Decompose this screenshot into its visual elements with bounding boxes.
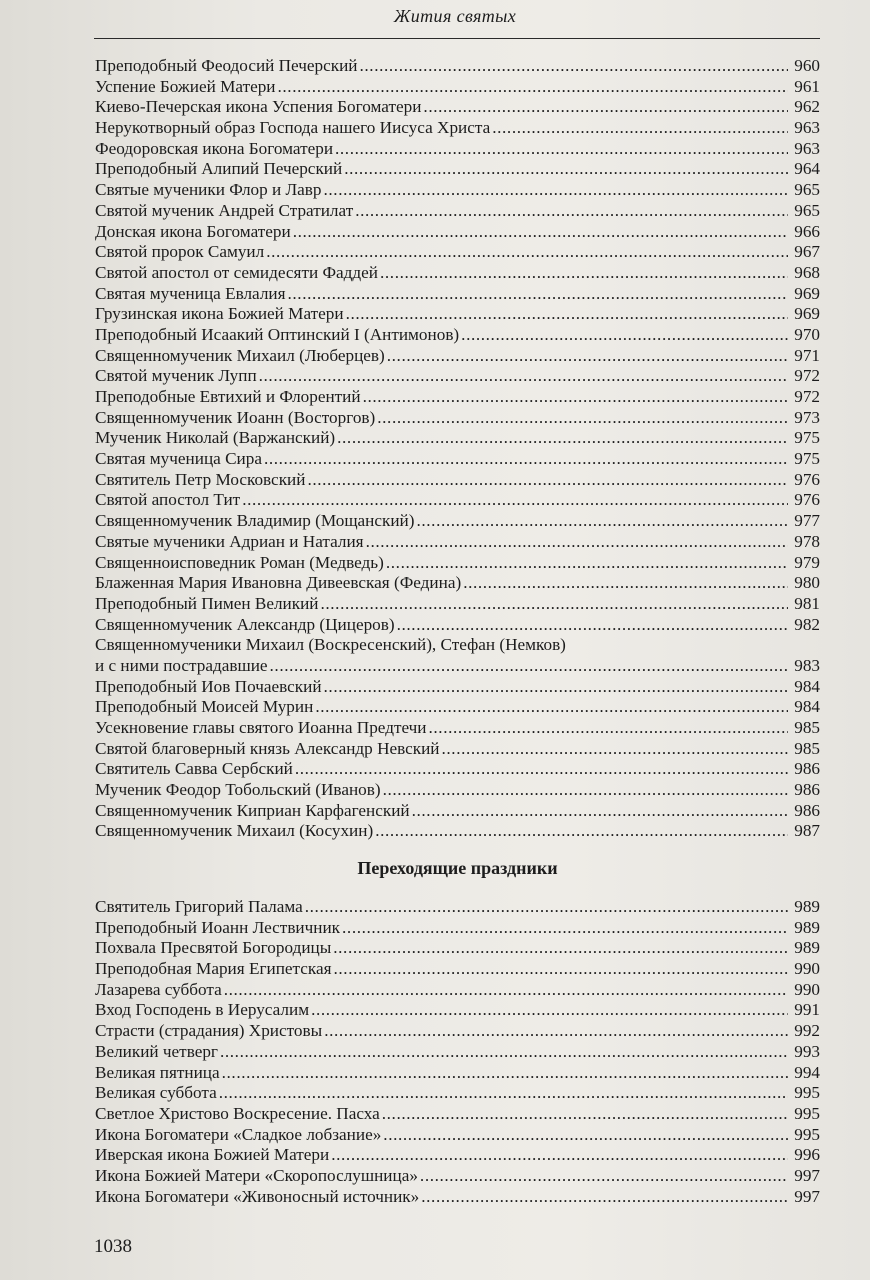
leader-dots <box>219 1083 788 1104</box>
leader-dots <box>442 739 789 760</box>
toc-entry-title: Усекновение главы святого Иоанна Предтечи <box>95 718 427 737</box>
leader-dots <box>311 1000 788 1021</box>
leader-dots <box>324 1021 788 1042</box>
toc-entry-title: Грузинская икона Божией Матери <box>95 304 344 324</box>
toc-entry-page: 990 <box>794 959 820 979</box>
leader-dots <box>333 938 788 959</box>
toc-entry <box>95 615 820 636</box>
leader-dots <box>420 1166 788 1187</box>
toc-entry <box>95 304 820 325</box>
toc-entry <box>95 56 820 77</box>
toc-entry <box>95 511 820 532</box>
toc-entry-page: 994 <box>794 1062 820 1082</box>
toc-entry-title: Преподобный Иов Почаевский <box>95 676 322 696</box>
toc-entry-title: Преподобные Евтихий и Флорентий <box>95 387 361 406</box>
toc-entry <box>95 201 820 222</box>
leader-dots <box>264 449 788 470</box>
toc-entry <box>95 918 820 939</box>
leader-dots <box>331 1145 788 1166</box>
toc-entry-title: и с ними пострадавшие <box>95 655 268 675</box>
leader-dots <box>222 1063 788 1084</box>
toc-entry-title: Преподобный Пимен Великий <box>95 593 319 613</box>
toc-entry <box>95 801 820 822</box>
toc-entry <box>95 242 820 263</box>
toc-entry-page: 997 <box>794 1186 820 1206</box>
toc-entry <box>95 77 820 98</box>
toc-entry-page: 986 <box>794 800 820 820</box>
toc-entry <box>95 284 820 305</box>
toc-entry-page: 992 <box>794 1021 820 1041</box>
toc-entry-page: 979 <box>794 552 820 572</box>
toc-entry-page: 969 <box>794 304 820 324</box>
toc-entry <box>95 1166 820 1187</box>
toc-entry-line1 <box>95 635 820 656</box>
leader-dots <box>259 366 788 387</box>
toc-entry <box>95 594 820 615</box>
toc-entry <box>95 118 820 139</box>
toc-entry-page: 981 <box>794 593 820 613</box>
toc-entry-page: 984 <box>794 676 820 696</box>
toc-entry-title: Священномученик Владимир (Мощанский) <box>95 511 415 531</box>
toc-entry <box>95 97 820 118</box>
leader-dots <box>278 77 788 98</box>
toc-entry-page: 997 <box>794 1165 820 1185</box>
toc-entry-page: 987 <box>794 821 820 841</box>
toc-entry-page: 990 <box>794 979 820 999</box>
toc-entry-title: Преподобный Иоанн Лествичник <box>95 917 341 937</box>
leader-dots <box>382 1104 788 1125</box>
toc-entry-page: 962 <box>794 97 820 117</box>
leader-dots <box>492 118 788 139</box>
leader-dots <box>380 263 788 284</box>
toc-entry-title: Святой апостол от семидесяти Фаддей <box>95 262 378 282</box>
toc-entry <box>95 739 820 760</box>
toc-entry-title: Святые мученики Адриан и Наталия <box>95 531 364 551</box>
toc-entry <box>95 1000 820 1021</box>
leader-dots <box>463 573 788 594</box>
toc-entry-title: Святая мученица Евлалия <box>95 283 286 303</box>
toc-entry-page: 976 <box>794 490 820 510</box>
toc-entry-title: Великая пятница <box>95 1062 220 1082</box>
toc-entry-page: 975 <box>794 449 820 469</box>
toc-entry <box>95 1104 820 1125</box>
toc-entry-title: Святитель Петр Московский <box>95 469 306 489</box>
toc-entry <box>95 553 820 574</box>
toc-entry-page: 973 <box>794 407 820 427</box>
toc-entry-title: Вход Господень в Иерусалим <box>95 1000 310 1020</box>
leader-dots <box>461 325 788 346</box>
toc-entry-title: Икона Богоматери «Сладкое лобзание» <box>95 1124 382 1144</box>
header-rule <box>94 38 820 39</box>
leader-dots <box>320 594 788 615</box>
toc-entry-page: 976 <box>794 469 820 489</box>
toc-entry-title: Священноисповедник Роман (Медведь) <box>95 552 384 572</box>
running-title: Жития святых <box>393 6 517 26</box>
toc-entry-page: 989 <box>794 938 820 958</box>
toc-entry <box>95 490 820 511</box>
toc-entry-page: 980 <box>794 573 820 593</box>
toc-entry <box>95 1145 820 1166</box>
toc-entry <box>95 897 820 918</box>
toc-entry <box>95 718 820 739</box>
page-number: 1038 <box>94 1236 132 1257</box>
toc-entry-page: 964 <box>794 159 820 179</box>
leader-dots <box>305 897 788 918</box>
toc-entry <box>95 1042 820 1063</box>
toc-entry-page: 963 <box>794 118 820 138</box>
toc-entry-page: 978 <box>794 531 820 551</box>
toc-entry-page: 995 <box>794 1124 820 1144</box>
toc-entry-page: 971 <box>794 345 820 365</box>
toc-entry-page: 966 <box>794 221 820 241</box>
toc-entry-page: 985 <box>794 738 820 758</box>
toc-entry-title: Великая суббота <box>95 1083 217 1103</box>
toc-entry-title: Святой апостол Тит <box>95 490 241 510</box>
toc-entry <box>95 1021 820 1042</box>
toc-entry-page: 996 <box>794 1145 820 1165</box>
toc-entry <box>95 159 820 180</box>
toc-entry <box>95 821 820 842</box>
toc-entry-page: 967 <box>794 242 820 262</box>
toc-entry <box>95 470 820 491</box>
leader-dots <box>363 387 788 408</box>
leader-dots <box>315 697 788 718</box>
leader-dots <box>383 1125 788 1146</box>
toc-entry-page: 963 <box>794 138 820 158</box>
leader-dots <box>423 97 788 118</box>
leader-dots <box>366 532 788 553</box>
leader-dots <box>397 615 788 636</box>
leader-dots <box>295 759 788 780</box>
leader-dots <box>224 980 788 1001</box>
toc-entry <box>95 1083 820 1104</box>
leader-dots <box>375 821 788 842</box>
toc-entry-title: Донская икона Богоматери <box>95 221 291 241</box>
toc-entry <box>95 677 820 698</box>
toc-entry <box>95 428 820 449</box>
toc-entry-title: Святой благоверный князь Александр Невский <box>95 738 440 758</box>
leader-dots <box>324 677 788 698</box>
toc-entry-title: Мученик Феодор Тобольский (Иванов) <box>95 780 381 800</box>
toc-entry-page: 968 <box>794 262 820 282</box>
toc-entry-page: 989 <box>794 897 820 916</box>
toc-entry-title: Преподобный Моисей Мурин <box>95 697 314 717</box>
toc-entry <box>95 1063 820 1084</box>
toc-entry <box>95 180 820 201</box>
toc-entry-title: Нерукотворный образ Господа нашего Иисуса Христа <box>95 118 491 138</box>
leader-dots <box>324 180 789 201</box>
toc-entry-title: Икона Богоматери «Живоносный источник» <box>95 1186 420 1206</box>
toc-entry <box>95 532 820 553</box>
toc-entry-title: Блаженная Мария Ивановна Дивеевская (Федина) <box>95 573 462 593</box>
toc-entry-title: Светлое Христово Воскресение. Пасха <box>95 1103 380 1123</box>
toc-entry <box>95 263 820 284</box>
leader-dots <box>355 201 788 222</box>
toc-entry-page: 965 <box>794 180 820 200</box>
leader-dots <box>360 56 788 77</box>
toc-entry-page: 960 <box>794 56 820 75</box>
leader-dots <box>270 656 788 677</box>
leader-dots <box>387 346 788 367</box>
toc-entry-title: Священномученик Александр (Цицеров) <box>95 614 395 634</box>
toc-entry <box>95 780 820 801</box>
toc-entry-title: Священномученик Михаил (Косухин) <box>95 821 374 841</box>
toc-entry-title: Иверская икона Божией Матери <box>95 1145 330 1165</box>
toc-entry-title: Феодоровская икона Богоматери <box>95 138 334 158</box>
leader-dots <box>288 284 789 305</box>
toc-entry-title: Святой пророк Самуил <box>95 242 265 262</box>
toc-entry-page: 995 <box>794 1103 820 1123</box>
toc-entry-title: Священномученик Иоанн (Восторгов) <box>95 407 376 427</box>
toc-entry <box>95 139 820 160</box>
toc-entry-title: Преподобный Алипий Печерский <box>95 159 343 179</box>
toc-entry-page: 995 <box>794 1083 820 1103</box>
toc-entry <box>95 366 820 387</box>
toc-entry-title: Святой мученик Андрей Стратилат <box>95 200 354 220</box>
toc-entry-page: 984 <box>794 697 820 717</box>
toc-entry-title: Святые мученики Флор и Лавр <box>95 180 322 200</box>
toc-entry <box>95 346 820 367</box>
toc-entry-title: Великий четверг <box>95 1041 218 1061</box>
toc-entry-page: 965 <box>794 200 820 220</box>
section-heading: Переходящие праздники <box>357 858 558 878</box>
toc-entry-page: 993 <box>794 1041 820 1061</box>
toc-entry <box>95 959 820 980</box>
toc-entry <box>95 697 820 718</box>
toc-entry <box>95 325 820 346</box>
toc-entry-page: 983 <box>794 655 820 675</box>
leader-dots <box>342 918 788 939</box>
leader-dots <box>383 780 788 801</box>
toc-entry-title: Преподобный Феодосий Печерский <box>95 56 358 75</box>
toc-entry <box>95 408 820 429</box>
toc-entry-page: 972 <box>794 387 820 406</box>
toc-entry-title: Лазарева суббота <box>95 979 222 999</box>
toc-entry-title: Священномученики Михаил (Воскресенский), Стефан (Немков) <box>95 635 566 655</box>
leader-dots <box>334 959 789 980</box>
toc-entry-title: Святитель Григорий Палама <box>95 897 303 916</box>
toc-list-saints <box>95 56 820 842</box>
toc-entry <box>95 938 820 959</box>
leader-dots <box>307 470 788 491</box>
toc-entry-page: 982 <box>794 614 820 634</box>
toc-entry <box>95 1125 820 1146</box>
leader-dots <box>293 222 788 243</box>
toc-entry-title: Успение Божией Матери <box>95 76 276 96</box>
toc-entry-page: 972 <box>794 366 820 386</box>
toc-entry-title: Преподобный Исаакий Оптинский I (Антимонов) <box>95 324 460 344</box>
leader-dots <box>416 511 788 532</box>
toc-list-moveable-feasts <box>95 897 820 1207</box>
toc-entry-page: 989 <box>794 917 820 937</box>
leader-dots <box>266 242 788 263</box>
toc-entry-title: Святитель Савва Сербский <box>95 759 293 779</box>
toc-entry-title: Икона Божией Матери «Скоропослушница» <box>95 1165 418 1185</box>
leader-dots <box>421 1187 788 1208</box>
toc-entry <box>95 573 820 594</box>
toc-entry-page: 975 <box>794 428 820 448</box>
toc-entry <box>95 1187 820 1208</box>
toc-entry-title: Святая мученица Сира <box>95 449 262 469</box>
leader-dots <box>337 428 788 449</box>
toc-entry-title: Священномученик Михаил (Люберцев) <box>95 345 385 365</box>
toc-entry <box>95 449 820 470</box>
leader-dots <box>377 408 788 429</box>
toc-entry-page: 985 <box>794 718 820 737</box>
toc-entry <box>95 387 820 408</box>
toc-entry-title: Священномученик Киприан Карфагенский <box>95 800 410 820</box>
toc-entry-title: Киево-Печерская икона Успения Богоматери <box>95 97 422 117</box>
toc-entry-page: 991 <box>794 1000 820 1020</box>
toc-entry <box>95 759 820 780</box>
toc-entry <box>95 656 820 677</box>
leader-dots <box>346 304 788 325</box>
leader-dots <box>220 1042 788 1063</box>
leader-dots <box>386 553 788 574</box>
leader-dots <box>412 801 788 822</box>
toc-entry-page: 969 <box>794 283 820 303</box>
toc-entry-title: Мученик Николай (Варжанский) <box>95 428 336 448</box>
leader-dots <box>344 159 788 180</box>
leader-dots <box>429 718 789 739</box>
toc-entry-page: 961 <box>794 76 820 96</box>
toc-entry <box>95 980 820 1001</box>
leader-dots <box>335 139 788 160</box>
toc-entry-title: Преподобная Мария Египетская <box>95 959 332 979</box>
toc-entry-title: Святой мученик Лупп <box>95 366 257 386</box>
toc-entry-title: Страсти (страдания) Христовы <box>95 1021 323 1041</box>
toc-entry-page: 986 <box>794 780 820 800</box>
toc-entry <box>95 222 820 243</box>
toc-entry-page: 977 <box>794 511 820 531</box>
toc-entry-title: Похвала Пресвятой Богородицы <box>95 938 332 958</box>
leader-dots <box>242 490 788 511</box>
toc-entry-page: 986 <box>794 759 820 779</box>
toc-entry-page: 970 <box>794 324 820 344</box>
